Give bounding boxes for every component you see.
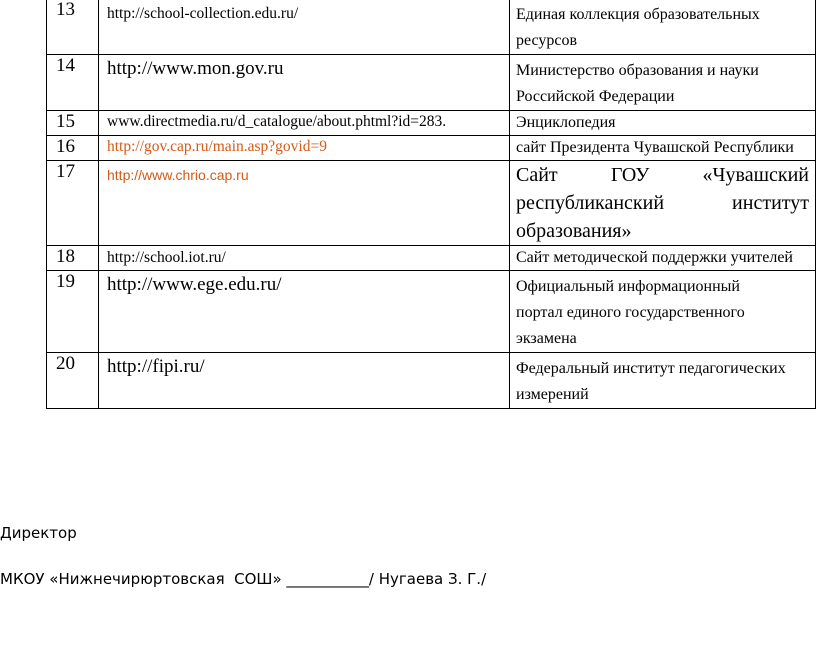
row-description: Сайт методической поддержки учителей xyxy=(516,249,793,266)
row-url[interactable]: http://school.iot.ru/ xyxy=(107,249,226,266)
row-number: 20 xyxy=(47,353,99,409)
table-row xyxy=(47,111,816,136)
row-url[interactable]: http://gov.cap.ru/main.asp?govid=9 xyxy=(107,138,327,155)
row-description: сайт Президента Чувашской Республики xyxy=(516,139,794,156)
row-description: Федеральный институт педагогических измерений xyxy=(516,360,786,403)
row-number: 19 xyxy=(47,271,99,353)
row-number: 15 xyxy=(47,111,99,136)
row-number: 14 xyxy=(47,55,99,111)
table-row xyxy=(47,271,816,353)
table-row xyxy=(47,55,816,111)
table-row xyxy=(47,136,816,161)
director-title: Директор xyxy=(0,524,77,542)
row-url[interactable]: http://www.mon.gov.ru xyxy=(107,58,284,79)
row-description: Сайт ГОУ «Чувашский республиканский институт образования» xyxy=(516,164,809,242)
row-number: 13 xyxy=(47,0,99,55)
table-row xyxy=(47,161,816,246)
row-url[interactable]: www.directmedia.ru/d_catalogue/about.phtml?id=283. xyxy=(107,113,447,130)
table-row xyxy=(47,353,816,409)
row-url[interactable]: http://www.ege.edu.ru/ xyxy=(107,274,282,295)
row-description: Министерство образования и науки Российской Федерации xyxy=(516,62,759,105)
row-description: Энциклопедия xyxy=(516,114,616,131)
director-signature-line: МКОУ «Нижнечирюртовская СОШ» ___________/ Нугаева З. Г./ xyxy=(0,570,487,588)
table-row xyxy=(47,0,816,55)
row-number: 18 xyxy=(47,246,99,271)
row-description: Единая коллекция образовательных ресурсов xyxy=(516,6,760,49)
row-description: Официальный информационный портал единого государственного экзамена xyxy=(516,278,745,347)
row-number: 17 xyxy=(47,161,99,246)
table-row xyxy=(47,246,816,271)
row-url[interactable]: http://fipi.ru/ xyxy=(107,356,205,377)
row-url[interactable]: http://www.chrio.cap.ru xyxy=(107,167,249,183)
resources-table xyxy=(46,0,816,409)
row-url[interactable]: http://school-collection.edu.ru/ xyxy=(107,5,299,22)
row-number: 16 xyxy=(47,136,99,161)
